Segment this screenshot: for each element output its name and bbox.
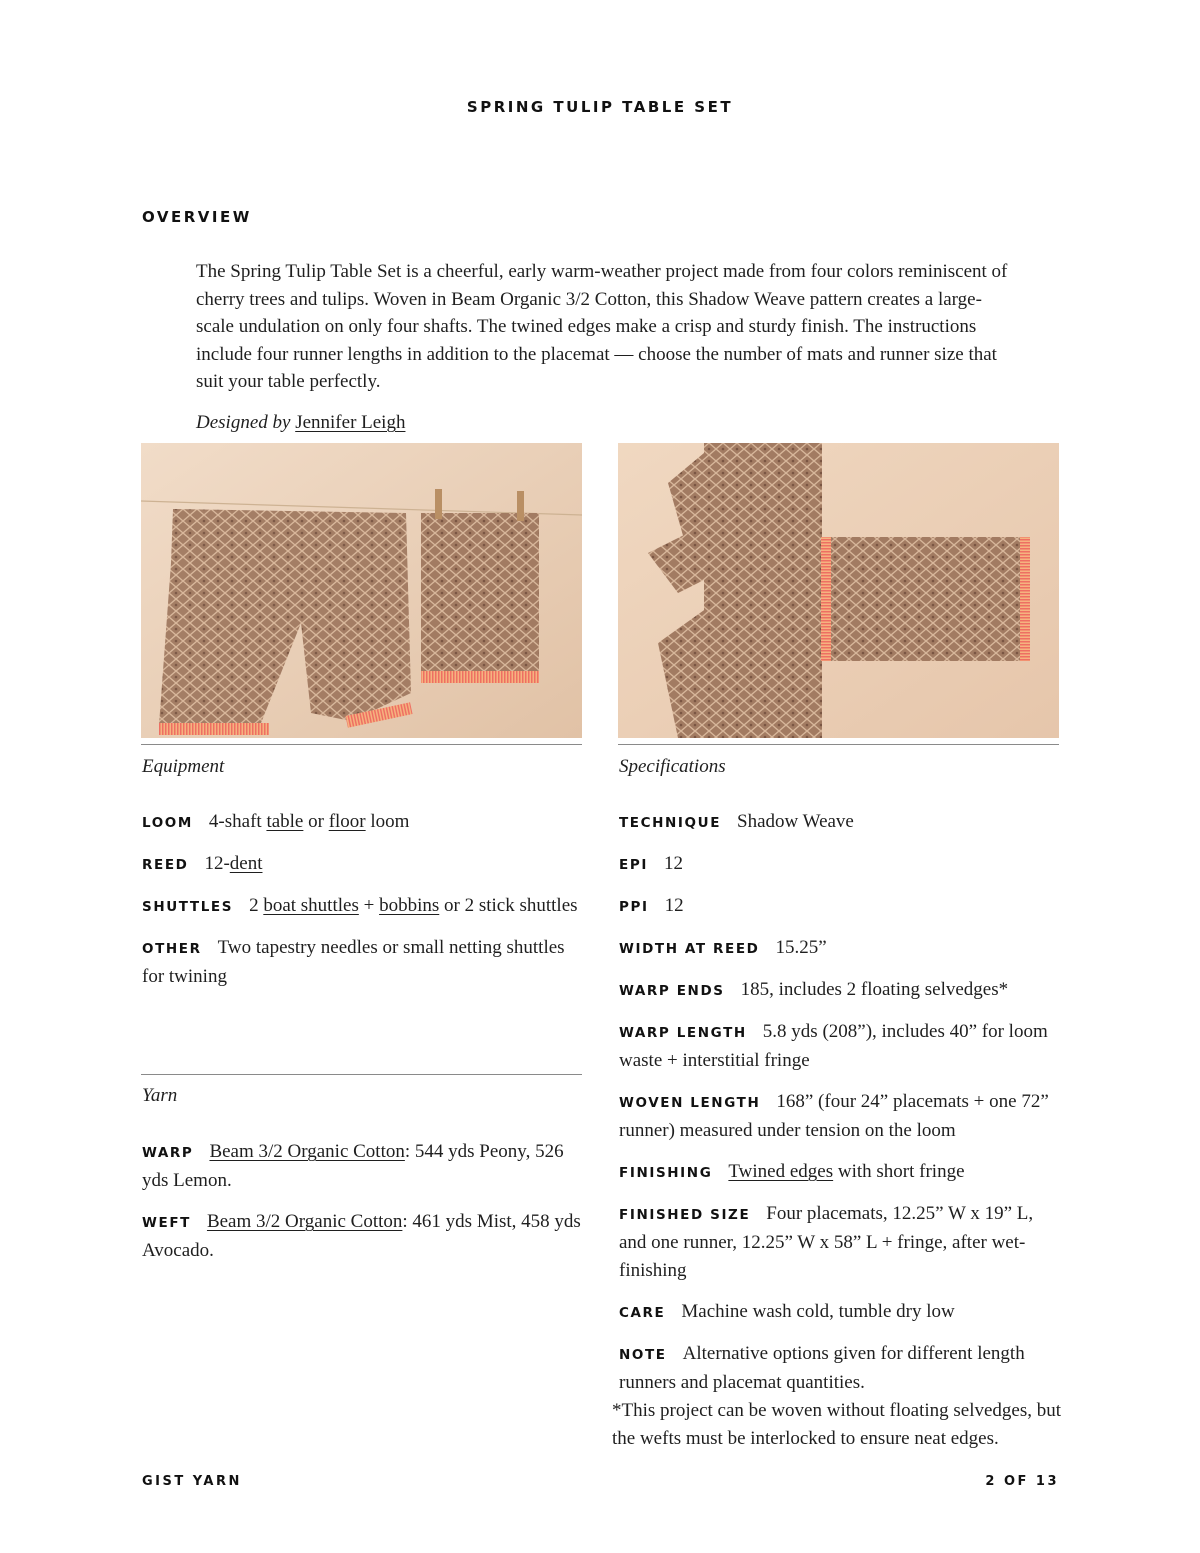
equipment-list bbox=[142, 808, 587, 1004]
page-title: SPRING TULIP TABLE SET bbox=[466, 98, 734, 116]
photo-flat-runner-placemat bbox=[618, 443, 1059, 738]
care-label: CARE bbox=[619, 1305, 666, 1321]
loom-label: LOOM bbox=[142, 815, 193, 831]
spec-care bbox=[619, 1298, 1064, 1327]
equipment-loom bbox=[142, 808, 587, 837]
care-value: Machine wash cold, tumble dry low bbox=[681, 1301, 955, 1322]
woven-length-label: WOVEN LENGTH bbox=[619, 1095, 761, 1111]
epi-label: EPI bbox=[619, 857, 648, 873]
specifications-list bbox=[612, 808, 1064, 1466]
designer-link[interactable]: Jennifer Leigh bbox=[295, 412, 406, 433]
specifications-divider bbox=[618, 744, 1059, 745]
table-loom-link[interactable]: table bbox=[266, 811, 304, 832]
woven-length-value: 168” (four 24” placemats + one 72” runner) measured under tension on the loom bbox=[619, 1091, 1049, 1141]
spec-ppi bbox=[619, 892, 1064, 921]
equipment-reed bbox=[142, 850, 587, 879]
selvedge-footnote: *This project can be woven without floating selvedges, but the wefts must be interlocked to ensure neat edges. bbox=[612, 1400, 1062, 1449]
overview-heading: OVERVIEW bbox=[142, 208, 252, 226]
spec-technique bbox=[619, 808, 1064, 837]
spec-epi bbox=[619, 850, 1064, 879]
loom-text-post: loom bbox=[370, 811, 410, 832]
technique-label: TECHNIQUE bbox=[619, 815, 722, 831]
shuttles-text-post: or 2 stick shuttles bbox=[444, 895, 578, 916]
warp-yarn-link[interactable]: Beam 3/2 Organic Cotton bbox=[209, 1141, 405, 1162]
width-at-reed-label: WIDTH AT REED bbox=[619, 941, 760, 957]
width-at-reed-value: 15.25” bbox=[775, 937, 827, 958]
spec-width-at-reed bbox=[619, 934, 1064, 963]
shuttles-text-pre: 2 bbox=[249, 895, 259, 916]
footer-brand: GIST YARN bbox=[142, 1474, 242, 1489]
other-text: Two tapestry needles or small netting shuttles for twining bbox=[142, 937, 565, 987]
yarn-weft bbox=[142, 1208, 587, 1265]
finishing-label: FINISHING bbox=[619, 1165, 713, 1181]
reed-text-pre: 12- bbox=[204, 853, 230, 874]
specifications-heading: Specifications bbox=[619, 756, 726, 777]
weft-yarn-link[interactable]: Beam 3/2 Organic Cotton bbox=[206, 1211, 403, 1232]
designed-by-label: Designed by bbox=[196, 412, 291, 433]
designed-by bbox=[196, 409, 405, 436]
dent-link[interactable]: dent bbox=[229, 853, 263, 874]
warp-label: WARP bbox=[142, 1145, 194, 1161]
twined-edges-link[interactable]: Twined edges bbox=[728, 1161, 834, 1182]
spec-warp-ends bbox=[619, 976, 1064, 1005]
note-label: NOTE bbox=[619, 1347, 667, 1363]
warp-ends-label: WARP ENDS bbox=[619, 983, 725, 999]
warp-length-label: WARP LENGTH bbox=[619, 1025, 747, 1041]
spec-finished-size bbox=[619, 1200, 1064, 1285]
note-value: Alternative options given for different length runners and placemat quantities. bbox=[619, 1343, 1025, 1393]
bobbins-link[interactable]: bobbins bbox=[379, 895, 440, 916]
weft-text: : 461 yds Mist, 458 yds Avocado. bbox=[142, 1211, 581, 1261]
yarn-divider bbox=[141, 1074, 582, 1075]
weft-label: WEFT bbox=[142, 1215, 191, 1231]
boat-shuttles-link[interactable]: boat shuttles bbox=[263, 895, 359, 916]
loom-text-mid: or bbox=[308, 811, 324, 832]
warp-text: : 544 yds Peony, 526 yds Lemon. bbox=[142, 1141, 564, 1191]
epi-value: 12 bbox=[663, 853, 683, 874]
photo-hanging-runners bbox=[141, 443, 582, 738]
spec-woven-length bbox=[619, 1088, 1064, 1145]
finishing-value: with short fringe bbox=[837, 1161, 965, 1182]
finished-size-label: FINISHED SIZE bbox=[619, 1207, 751, 1223]
ppi-value: 12 bbox=[664, 895, 684, 916]
page-number: 2 OF 13 bbox=[985, 1474, 1059, 1489]
spec-warp-length bbox=[619, 1018, 1064, 1075]
loom-text-pre: 4-shaft bbox=[208, 811, 262, 832]
shuttles-text-mid: + bbox=[363, 895, 375, 916]
floor-loom-link[interactable]: floor bbox=[328, 811, 366, 832]
warp-ends-value: 185, includes 2 floating selvedges* bbox=[740, 979, 1009, 1000]
spec-note bbox=[619, 1340, 1064, 1397]
shuttles-label: SHUTTLES bbox=[142, 899, 234, 915]
yarn-list bbox=[142, 1138, 587, 1278]
yarn-warp bbox=[142, 1138, 587, 1195]
finished-size-value: Four placemats, 12.25” W x 19” L, and one runner, 12.25” W x 58” L + fringe, after wet-finishing bbox=[619, 1203, 1034, 1281]
equipment-shuttles bbox=[142, 892, 587, 921]
warp-length-value: 5.8 yds (208”), includes 40” for loom waste + interstitial fringe bbox=[619, 1021, 1048, 1071]
equipment-heading: Equipment bbox=[142, 756, 225, 777]
overview-text: The Spring Tulip Table Set is a cheerful, early warm-weather project made from four colors reminiscent of cherry trees and tulips. Woven in Beam Organic 3/2 Cotton, this Shadow Weave pattern creates a large-scale undulation on only four shafts. The twined edges make a crisp and sturdy finish. The instructions include four runner lengths in addition to the placemat — choose the number of mats and runner size that suit your table perfectly. bbox=[196, 261, 1008, 392]
reed-label: REED bbox=[142, 857, 189, 873]
yarn-heading: Yarn bbox=[142, 1085, 178, 1106]
ppi-label: PPI bbox=[619, 899, 649, 915]
equipment-other bbox=[142, 934, 587, 991]
equipment-divider bbox=[141, 744, 582, 745]
spec-finishing bbox=[619, 1158, 1064, 1187]
other-label: OTHER bbox=[142, 941, 202, 957]
technique-value: Shadow Weave bbox=[737, 811, 854, 832]
